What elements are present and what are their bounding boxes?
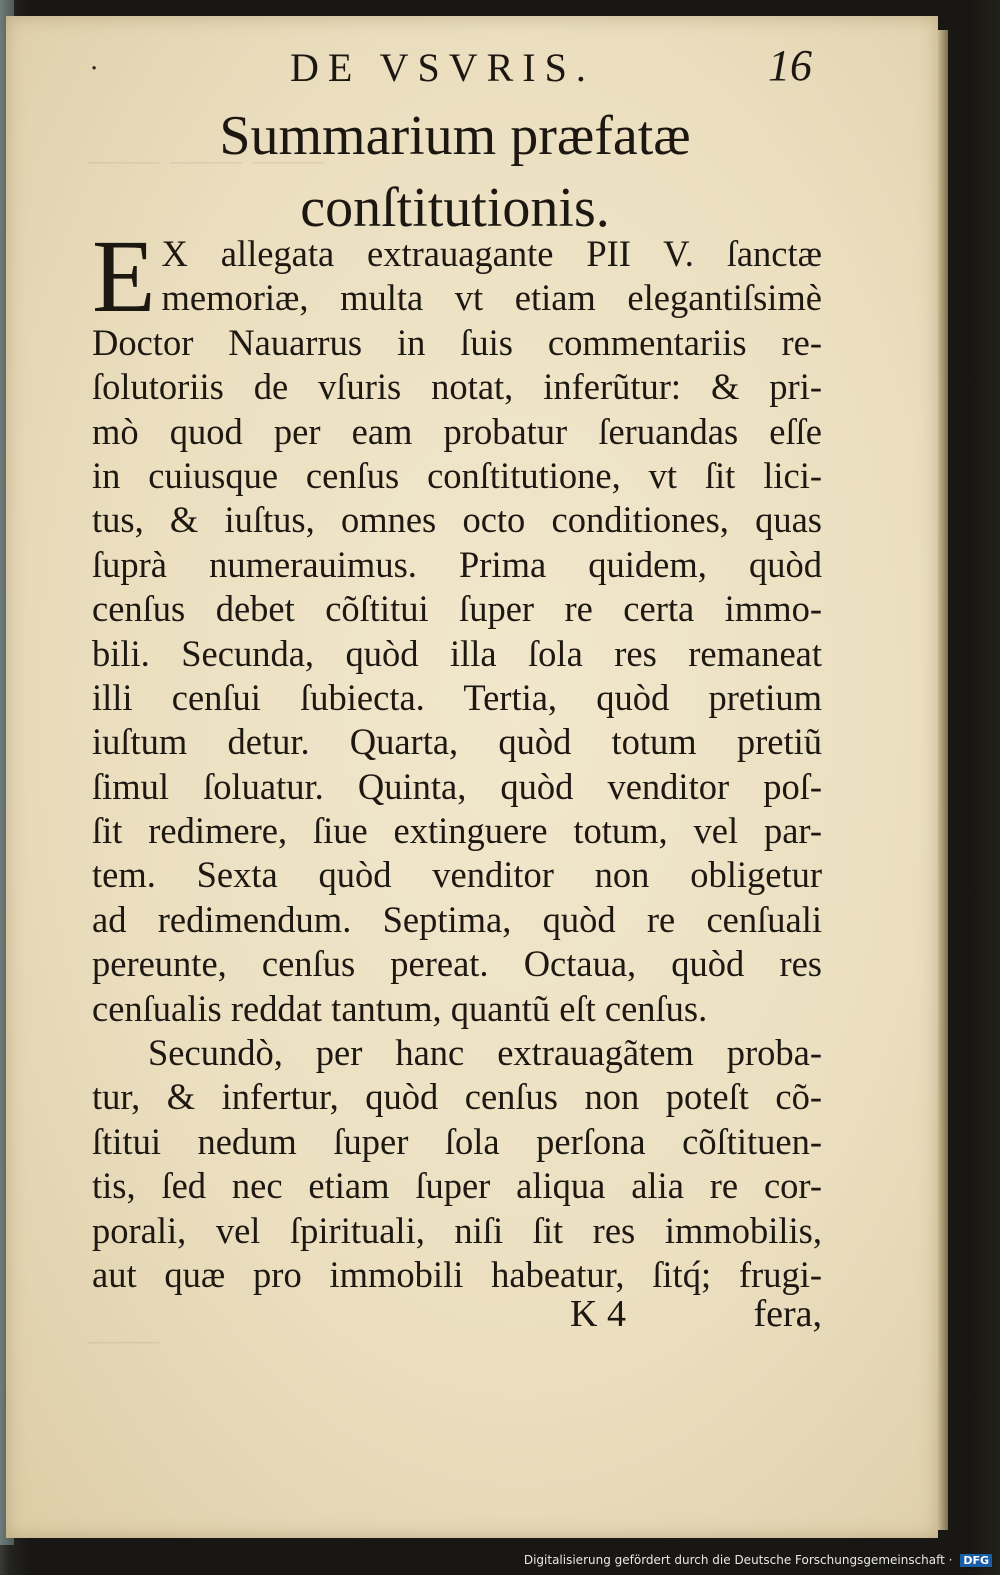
text-line: tus, & iuſtus, omnes octo conditiones, quas (92, 499, 822, 541)
text-line: cenſus debet cõſtitui ſuper re certa immo- (92, 588, 822, 630)
text-line: pereunte, cenſus pereat. Octaua, quòd res (92, 943, 822, 985)
text-line: illi cenſui ſubiecta. Tertia, quòd pretium (92, 676, 822, 718)
catchword: fera, (753, 1293, 822, 1335)
header-dot: · (90, 54, 99, 84)
heading-line-1: Summarium præfatæ (219, 105, 691, 167)
show-through-mark: ⸻ ⸻ ⸻ (86, 145, 326, 178)
credit-text: Digitalisierung gefördert durch die Deutsche Forschungsgemeinschaft · (523, 1553, 953, 1567)
text-line: ſit redimere, ſiue extinguere totum, vel par- (92, 810, 822, 852)
page-header (90, 41, 820, 96)
text-line: ad redimendum. Septima, quòd re cenſuali (92, 898, 822, 940)
text-line: tur, & infertur, quòd cenſus non poteſt cõ- (92, 1076, 822, 1118)
drop-cap: E (92, 219, 156, 334)
text-line: ſimul ſoluatur. Quinta, quòd venditor poſ- (92, 765, 822, 807)
body-text (92, 219, 822, 1297)
page-edge (938, 30, 948, 1530)
text-line: cenſualis reddat tantum, quantũ eſt cenſus. (92, 987, 708, 1029)
digitization-credit (524, 1553, 992, 1567)
heading-line-2: conſtitutionis. (300, 177, 610, 239)
text-line: Doctor Nauarrus in ſuis commentariis re- (92, 321, 822, 363)
text-line: in cuiusque cenſus conſtitutione, vt ſit lici- (92, 454, 822, 496)
text-line: X allegata extrauagante PII V. ſanctæ (161, 233, 822, 274)
signature-mark: K 4 (570, 1293, 626, 1335)
text-line: iuſtum detur. Quarta, quòd totum pretiũ (92, 721, 822, 763)
text-line: tem. Sexta quòd venditor non obligetur (92, 854, 822, 896)
text-line: ſtitui nedum ſuper ſola perſona cõſtituen- (92, 1120, 822, 1162)
text-line: mò quod per eam probatur ſeruandas eſſe (92, 410, 822, 452)
page-footer (92, 1292, 822, 1342)
running-title: DE VSVRIS. (290, 45, 595, 90)
text-line: memoriæ, multa vt etiam elegantiſsimè (161, 277, 822, 319)
text-line: Secundò, per hanc extrauagãtem proba- (148, 1032, 822, 1074)
text-line: ſuprà numerauimus. Prima quidem, quòd (92, 543, 822, 585)
show-through-mark: ⸻ (86, 1325, 161, 1358)
text-line: tis, ſed nec etiam ſuper aliqua alia re cor- (92, 1165, 822, 1207)
text-line: ſolutoriis de vſuris notat, inferũtur: & pri- (92, 366, 822, 408)
text-line: porali, vel ſpirituali, niſi ſit res immobilis, (92, 1209, 822, 1251)
page-number: 16 (768, 41, 812, 90)
section-heading (90, 100, 820, 244)
text-line: aut quæ pro immobili habeatur, ſitq́; frugi- (92, 1253, 822, 1295)
dfg-logo: DFG (960, 1554, 992, 1567)
text-line: bili. Secunda, quòd illa ſola res remaneat (92, 632, 822, 674)
